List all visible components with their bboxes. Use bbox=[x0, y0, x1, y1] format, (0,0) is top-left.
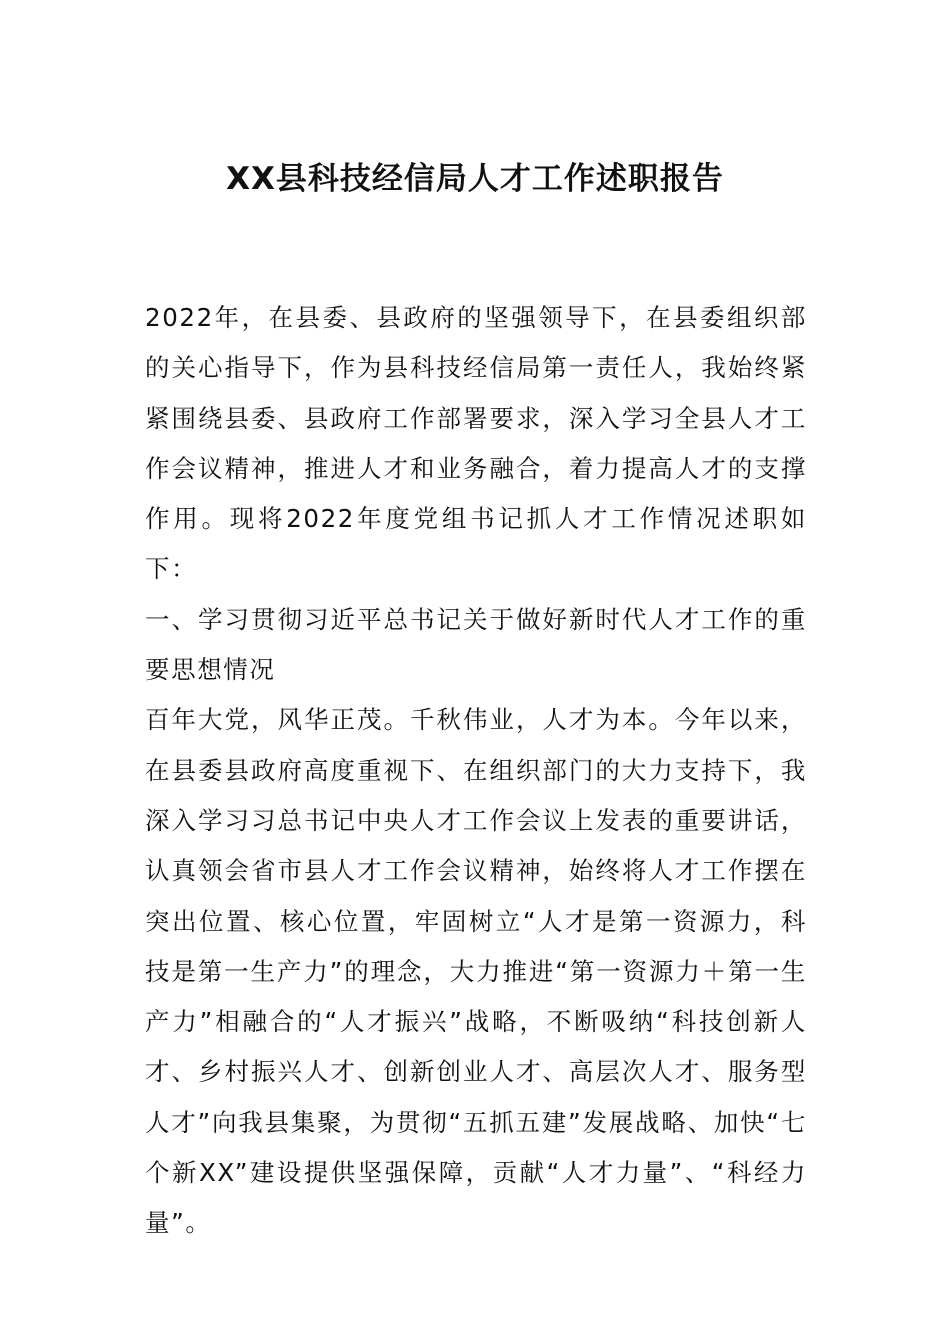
paragraph-intro: 2022年，在县委、县政府的坚强领导下，在县委组织部的关心指导下，作为县科技经信局第一责任人，我始终紧紧围绕县委、县政府工作部署要求，深入学习全县人才工作会议精神，推进人才和业务融合，着力提高人才的支撑作用。现将2022年度党组书记抓人才工作情况述职如下： bbox=[145, 303, 807, 584]
document-title: XX县科技经信局人才工作述职报告 bbox=[226, 161, 724, 197]
paragraph-section-1: 百年大党，风华正茂。千秋伟业，人才为本。今年以来，在县委县政府高度重视下、在组织部门的大力支持下，我深入学习习总书记中央人才工作会议上发表的重要讲话，认真领会省市县人才工作会议精神，始终将人才工作摆在突出位置、核心位置，牢固树立“人才是第一资源力，科技是第一生产力”的理念，大力推进“第一资源力＋第一生产力”相融合的“人才振兴”战略，不断吸纳“科技创新人才、乡村振兴人才、创新创业人才、高层次人才、服务型人才”向我县集聚，为贯彻“五抓五建”发展战略、加快“七个新XX”建设提供坚强保障，贡献“人才力量”、“科经力量”。 bbox=[145, 705, 807, 1238]
document-body bbox=[145, 293, 807, 1249]
section-heading-1: 一、学习贯彻习近平总书记关于做好新时代人才工作的重要思想情况 bbox=[145, 604, 807, 685]
